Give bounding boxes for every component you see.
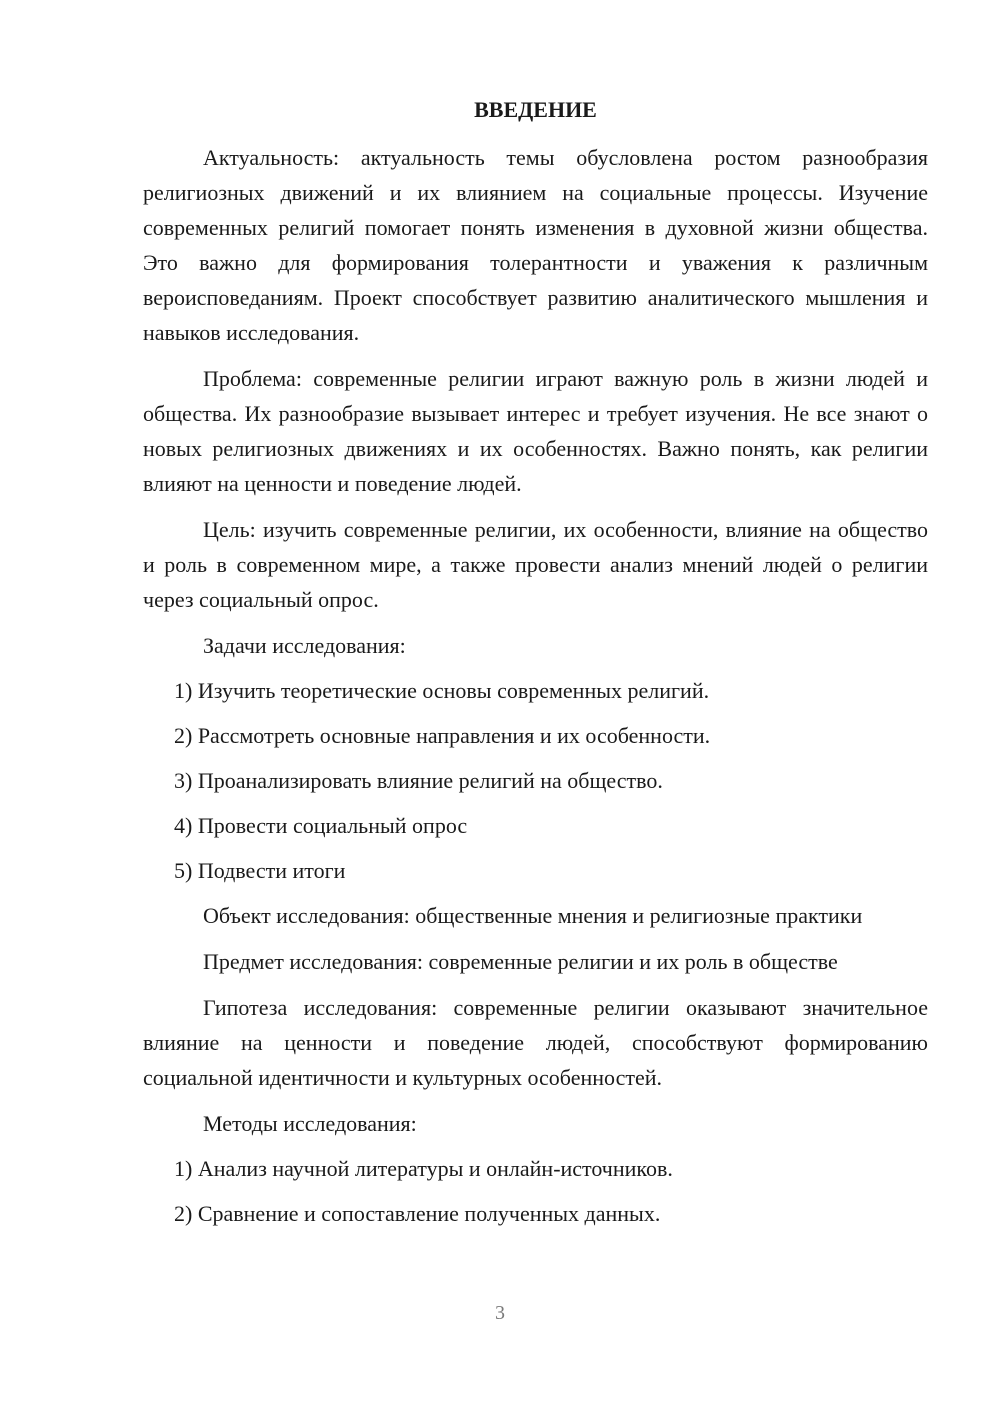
actuality-paragraph: Актуальность: актуальность темы обусловлена ростом разнообразия религиозных движений и их влиянием на социальные процессы. Изучение современных религий помогает понять изменения в духовной жизни общества. Это важно для формирования толерантности и уважения к различным вероисповеданиям. Проект способствует развитию аналитического мышления и навыков исследования.	[143, 145, 928, 345]
list-item: 1) Изучить теоретические основы современных религий.	[174, 678, 710, 703]
goal-paragraph: Цель: изучить современные религии, их особенности, влияние на общество и роль в современном мире, а также провести анализ мнений людей о религии через социальный опрос.	[143, 517, 928, 612]
list-item: 3) Проанализировать влияние религий на общество.	[174, 768, 663, 793]
page-number: 3	[495, 1302, 505, 1324]
list-item: 5) Подвести итоги	[174, 858, 346, 883]
problem-paragraph: Проблема: современные религии играют важную роль в жизни людей и общества. Их разнообразие вызывает интерес и требует изучения. Не все знают о новых религиозных движениях и их особенностях. Важно понять, как религии влияют на ценности и поведение людей.	[143, 366, 928, 496]
object-paragraph: Объект исследования: общественные мнения и религиозные практики	[203, 903, 863, 928]
section-title: ВВЕДЕНИЕ	[474, 97, 597, 122]
methods-heading: Методы исследования:	[203, 1111, 417, 1136]
tasks-list	[143, 673, 928, 888]
methods-list	[143, 1151, 928, 1231]
list-item: 4) Провести социальный опрос	[174, 813, 468, 838]
list-item: 1) Анализ научной литературы и онлайн-источников.	[174, 1156, 673, 1181]
tasks-heading: Задачи исследования:	[203, 633, 406, 658]
list-item: 2) Сравнение и сопоставление полученных данных.	[174, 1201, 661, 1226]
subject-paragraph: Предмет исследования: современные религии и их роль в обществе	[203, 949, 838, 974]
hypothesis-paragraph: Гипотеза исследования: современные религии оказывают значительное влияние на ценности и поведение людей, способствуют формированию социальной идентичности и культурных особенностей.	[143, 995, 928, 1090]
list-item: 2) Рассмотреть основные направления и их особенности.	[174, 723, 711, 748]
